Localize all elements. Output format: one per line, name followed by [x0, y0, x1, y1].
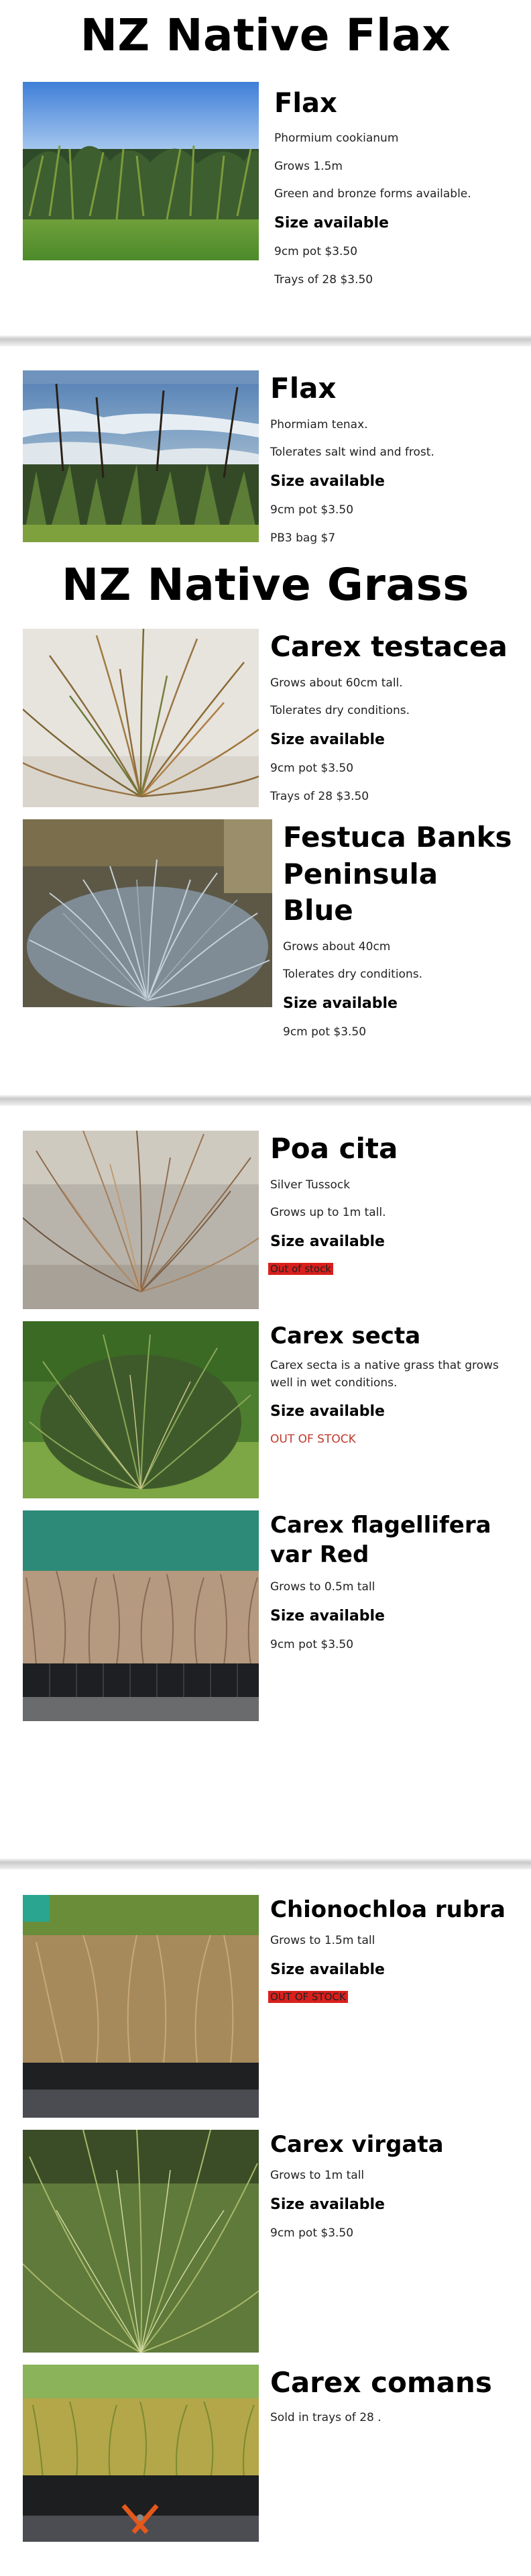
- section-heading-flax: NZ Native Flax: [80, 9, 451, 61]
- stock-status: OUT OF STOCK: [270, 1432, 356, 1446]
- size-option: 9cm pot $3.50: [270, 762, 354, 776]
- product-title: Carex testacea: [270, 630, 508, 663]
- product-info: [274, 82, 522, 299]
- product-detail: Tolerates dry conditions.: [283, 968, 422, 982]
- size-option: 9cm pot $3.50: [270, 2226, 354, 2240]
- product-detail: Grows about 60cm tall.: [270, 676, 403, 690]
- product-title: Festuca Banks Peninsula Blue: [283, 821, 512, 927]
- size-heading: Size available: [274, 214, 389, 231]
- stock-status-badge: OUT OF STOCK: [268, 1991, 348, 2003]
- product-photo-flax: [23, 370, 259, 542]
- product-info: [270, 2365, 518, 2437]
- product-detail: Grows to 0.5m tall: [270, 1580, 375, 1594]
- size-option: Trays of 28 $3.50: [274, 272, 373, 287]
- product-info: [270, 370, 518, 558]
- product-info: [270, 1510, 518, 1665]
- product-photo-grass: [23, 1131, 259, 1309]
- size-heading: Size available: [270, 1961, 385, 1978]
- product-title: Flax: [274, 88, 337, 119]
- product-title: Carex comans: [270, 2366, 492, 2399]
- size-option: Trays of 28 $3.50: [270, 789, 369, 803]
- size-heading: Size available: [270, 2196, 385, 2213]
- product-detail: Grows about 40cm: [283, 939, 391, 954]
- product-detail: Green and bronze forms available.: [274, 187, 471, 201]
- size-heading: Size available: [270, 1607, 385, 1625]
- product-title: Chionochloa rubra: [270, 1896, 506, 1923]
- product-title: Poa cita: [270, 1132, 398, 1165]
- section-divider: [0, 1859, 531, 1869]
- product-info: [270, 629, 518, 816]
- product-info: [270, 2130, 518, 2253]
- size-heading: Size available: [270, 1403, 385, 1421]
- size-heading: Size available: [283, 994, 398, 1012]
- size-heading: Size available: [270, 1233, 385, 1250]
- product-photo-grass: [23, 1321, 259, 1498]
- product-detail: Silver Tussock: [270, 1178, 351, 1192]
- product-photo-grass: [23, 629, 259, 807]
- product-detail: Phormiam tenax.: [270, 417, 368, 431]
- product-photo-grass: [23, 2130, 259, 2353]
- section-divider: [0, 1095, 531, 1106]
- product-photo-flax: [23, 82, 259, 260]
- product-detail: Carex secta is a native grass that grows well in wet conditions.: [270, 1359, 499, 1390]
- product-photo-grass: [23, 2365, 259, 2542]
- product-photo-grass: [23, 1510, 259, 1721]
- product-photo-grass: [23, 1895, 259, 2118]
- size-option: 9cm pot $3.50: [274, 245, 358, 259]
- size-option: 9cm pot $3.50: [270, 503, 354, 517]
- size-option: 9cm pot $3.50: [270, 1638, 354, 1652]
- stock-status-badge: Out of stock: [268, 1263, 333, 1275]
- product-info: [283, 819, 518, 1052]
- section-divider: [0, 336, 531, 346]
- product-title: Carex virgata: [270, 2131, 444, 2158]
- product-info: [270, 1895, 518, 2014]
- size-heading: Size available: [270, 731, 385, 748]
- product-detail: Phormium cookianum: [274, 132, 399, 145]
- product-detail: Sold in trays of 28 .: [270, 2410, 381, 2424]
- product-detail: Grows to 1m tall: [270, 2169, 365, 2183]
- product-title: Flax: [270, 372, 337, 405]
- size-option: 9cm pot $3.50: [283, 1025, 367, 1039]
- product-info: [270, 1321, 518, 1457]
- size-option: PB3 bag $7: [270, 531, 336, 545]
- product-detail: Grows 1.5m: [274, 159, 343, 173]
- section-heading-grass: NZ Native Grass: [61, 559, 470, 611]
- product-info: [270, 1131, 518, 1286]
- product-detail: Tolerates salt wind and frost.: [270, 446, 434, 460]
- product-title: Carex flagellifera var Red: [270, 1512, 491, 1569]
- size-heading: Size available: [270, 472, 385, 490]
- product-title: Carex secta: [270, 1323, 421, 1349]
- product-detail: Grows up to 1m tall.: [270, 1206, 386, 1220]
- product-detail: Grows to 1.5m tall: [270, 1934, 375, 1948]
- product-photo-grass: [23, 819, 272, 1007]
- product-detail: Tolerates dry conditions.: [270, 704, 410, 718]
